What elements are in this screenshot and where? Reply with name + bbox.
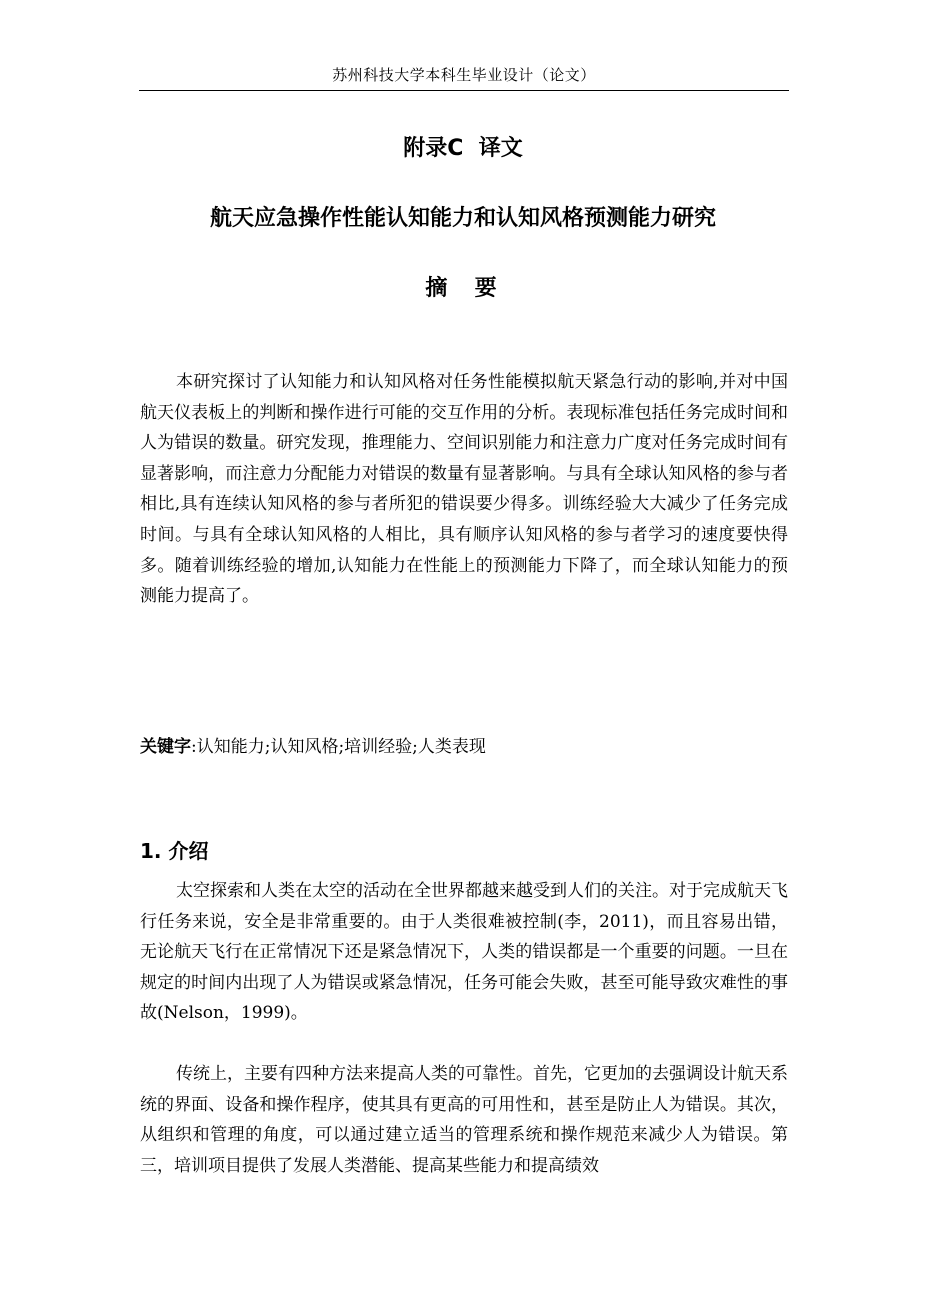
keywords-label: 关键字 <box>140 737 191 757</box>
appendix-title: 附录C 译文 <box>403 136 523 161</box>
keywords-values: :认知能力;认知风格;培训经验;人类表现 <box>191 737 486 757</box>
paper-title: 航天应急操作性能认知能力和认知风格预测能力研究 <box>209 206 716 231</box>
keywords-line <box>140 732 788 762</box>
body-paragraph: 太空探索和人类在太空的活动在全世界都越来越受到人们的关注。对于完成航天飞行任务来说，安全是非常重要的。由于人类很难被控制(李，2011)，而且容易出错，无论航天飞行在正常情况下还是紧急情况下，人类的错误都是一个重要的问题。一旦在规定的时间内出现了人为错误或紧急情况，任务可能会失败，甚至可能导致灾难性的事故(Nelson，1999)。 <box>140 881 788 1024</box>
abstract-heading: 摘 要 <box>425 276 501 301</box>
abstract-body: 本研究探讨了认知能力和认知风格对任务性能模拟航天紧急行动的影响,并对中国航天仪表板上的判断和操作进行可能的交互作用的分析。表现标准包括任务完成时间和人为错误的数量。研究发现，推理能力、空间识别能力和注意力广度对任务完成时间有显著影响，而注意力分配能力对错误的数量有显著影响。与具有全球认知风格的参与者相比,具有连续认知风格的参与者所犯的错误要少得多。训练经验大大减少了任务完成时间。与具有全球认知风格的人相比，具有顺序认知风格的参与者学习的速度要快得多。随着训练经验的增加,认知能力在性能上的预测能力下降了，而全球认知能力的预测能力提高了。 <box>140 372 788 607</box>
running-header: 苏州科技大学本科生毕业设计（论文） <box>139 64 789 91</box>
body-paragraph: 传统上，主要有四种方法来提高人类的可靠性。首先，它更加的去强调设计航天系统的界面、设备和操作程序，使其具有更高的可用性和，甚至是防止人为错误。其次，从组织和管理的角度，可以通过建立适当的管理系统和操作规范来减少人为错误。第三，培训项目提供了发展人类潜能、提高某些能力和提高绩效 <box>140 1064 788 1176</box>
section-heading-introduction: 1. 介绍 <box>140 839 209 863</box>
